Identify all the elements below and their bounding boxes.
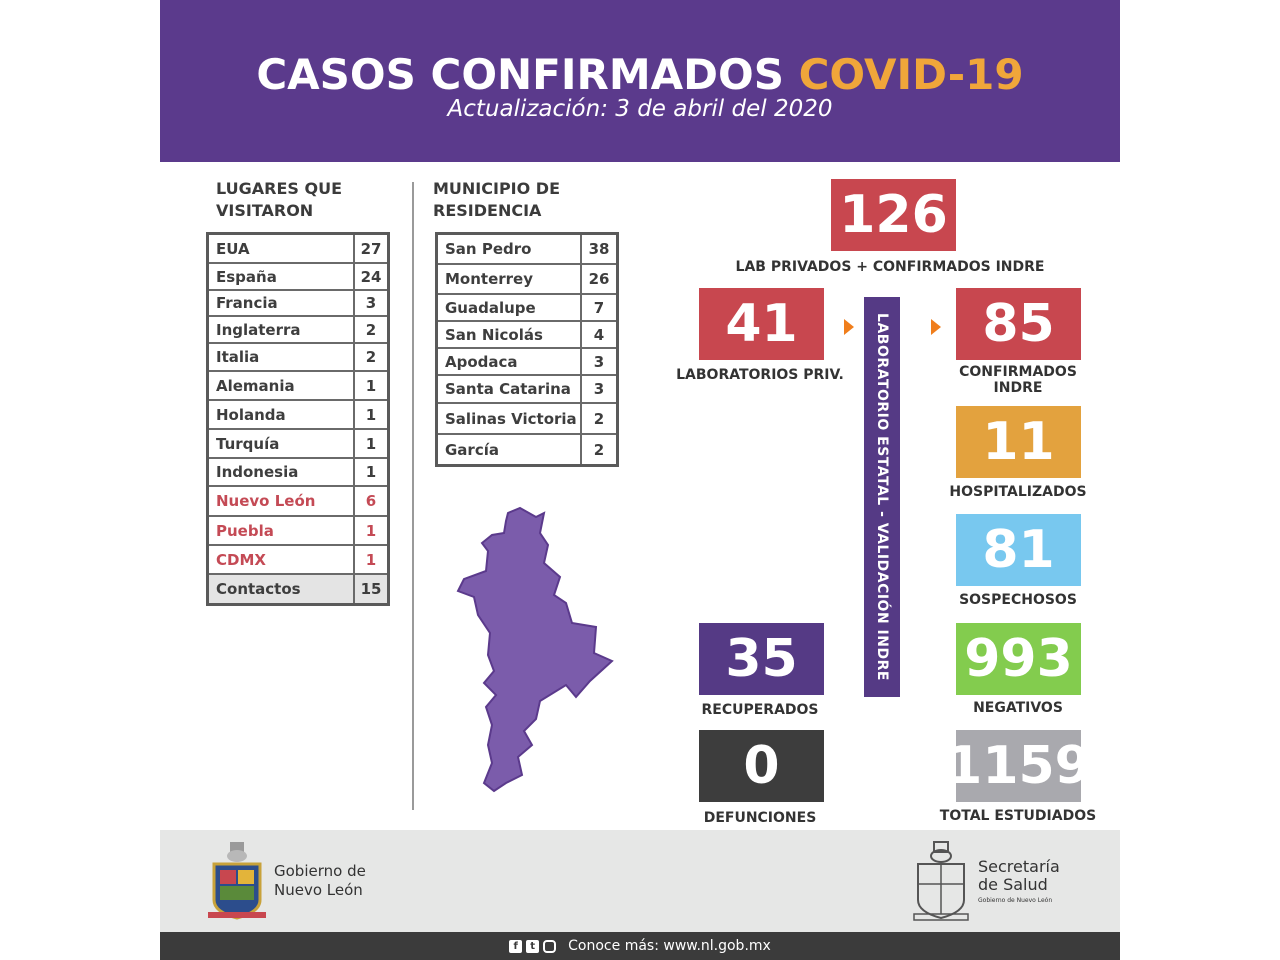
place-count: 27 (353, 235, 387, 262)
arrow-right-icon (844, 319, 854, 335)
twitter-icon[interactable]: t (526, 940, 539, 953)
facebook-icon[interactable]: f (509, 940, 522, 953)
footer (160, 830, 1120, 932)
gobierno-name (274, 862, 414, 900)
municipio-name: Salinas Victoria (445, 409, 577, 428)
suspected-label: SOSPECHOSOS (959, 592, 1077, 608)
deaths-box: 0 (696, 727, 827, 805)
gobierno-shield-logo-icon (206, 838, 268, 924)
place-name: Alemania (216, 376, 295, 395)
place-name: Nuevo León (216, 492, 316, 510)
table-row (209, 517, 387, 546)
confirmed-box: 85 (953, 285, 1084, 363)
secretaria-shield-logo-icon (912, 838, 970, 924)
title-main: CASOS CONFIRMADOS (256, 50, 799, 99)
total-cases-label: LAB PRIVADOS + CONFIRMADOS INDRE (735, 259, 1045, 275)
place-count: 1 (353, 517, 387, 544)
municipio-count: 4 (580, 322, 616, 347)
recovered-label: RECUPERADOS (701, 702, 819, 718)
nuevo-leon-map (448, 505, 618, 795)
secretaria-subtitle: Gobierno de Nuevo León (978, 897, 1053, 904)
negative-box: 993 (953, 620, 1084, 698)
place-count: 2 (353, 317, 387, 342)
instagram-icon[interactable] (543, 940, 556, 953)
total-cases-box: 126 (828, 176, 959, 254)
suspected-box: 81 (953, 511, 1084, 589)
place-name: Puebla (216, 521, 274, 540)
municipio-name: Guadalupe (445, 298, 536, 317)
website-link[interactable]: Conoce más: www.nl.gob.mx (568, 938, 771, 954)
secretaria-line1: Secretaría (978, 857, 1060, 876)
municipio-count: 38 (580, 235, 616, 263)
total-studied-label: TOTAL ESTUDIADOS (939, 808, 1097, 824)
place-name: Italia (216, 348, 260, 366)
infographic-poster (160, 0, 1120, 960)
table-row (438, 322, 616, 349)
negative-label: NEGATIVOS (973, 700, 1063, 716)
place-count: 1 (353, 401, 387, 428)
municipio-count: 7 (580, 295, 616, 320)
place-name: Turquía (216, 434, 280, 453)
page-title (160, 50, 1120, 99)
table-row (209, 235, 387, 264)
municipio-name: García (445, 440, 499, 459)
municipio-name: San Nicolás (445, 325, 543, 344)
table-row (438, 349, 616, 376)
table-row (209, 430, 387, 459)
place-name: Francia (216, 294, 278, 312)
places-table (206, 232, 390, 606)
lab-private-label: LABORATORIOS PRIV. (676, 367, 844, 383)
deaths-label: DEFUNCIONES (703, 810, 817, 826)
table-row (438, 295, 616, 322)
place-name: Holanda (216, 405, 286, 424)
title-highlight: COVID-19 (798, 50, 1024, 99)
validation-bar-label: LABORATORIO ESTATAL - VALIDACIÓN INDRE (874, 313, 890, 681)
table-row (438, 404, 616, 435)
place-count: 1 (353, 546, 387, 573)
table-row (209, 401, 387, 430)
arrow-right-icon (931, 319, 941, 335)
place-count: 3 (353, 291, 387, 315)
place-name: España (216, 267, 277, 286)
secretaria-name (978, 858, 1098, 894)
gobierno-line1: Gobierno de (274, 862, 366, 880)
column-divider (412, 182, 414, 810)
table-row (438, 435, 616, 464)
table-row (438, 376, 616, 404)
update-date: Actualización: 3 de abril del 2020 (447, 96, 833, 122)
table-row (209, 372, 387, 401)
place-count: 2 (353, 344, 387, 370)
place-name: EUA (216, 239, 250, 258)
confirmed-label (938, 364, 1098, 396)
municipio-name: San Pedro (445, 240, 532, 258)
place-count: 1 (353, 430, 387, 457)
table-row (209, 546, 387, 575)
confirmed-label-line1: CONFIRMADOS (959, 364, 1077, 380)
municipio-name: Santa Catarina (445, 380, 571, 398)
secretaria-line2: de Salud (978, 875, 1048, 894)
table-row (209, 459, 387, 487)
recovered-box: 35 (696, 620, 827, 698)
table-row (438, 235, 616, 265)
header-banner (160, 0, 1120, 162)
municipio-name: Monterrey (445, 270, 534, 288)
hospitalized-box: 11 (953, 403, 1084, 481)
place-count: 1 (353, 372, 387, 399)
table-row (209, 575, 387, 603)
table-row (209, 317, 387, 344)
table-row (209, 264, 387, 291)
place-count: 24 (353, 264, 387, 289)
table-row (209, 344, 387, 372)
place-count: 15 (353, 575, 387, 603)
place-name: Indonesia (216, 463, 299, 481)
municipio-count: 2 (580, 435, 616, 464)
place-name: Inglaterra (216, 320, 301, 339)
confirmed-label-line2: INDRE (993, 380, 1043, 396)
municipios-table (435, 232, 619, 467)
table-row (438, 265, 616, 295)
table-row (209, 487, 387, 517)
place-count: 1 (353, 459, 387, 485)
table-row (209, 291, 387, 317)
municipio-count: 3 (580, 349, 616, 374)
municipio-count: 26 (580, 265, 616, 293)
gobierno-line2: Nuevo León (274, 881, 363, 899)
places-heading: LUGARES QUE VISITARON (216, 179, 342, 220)
municipios-heading: MUNICIPIO DE RESIDENCIA (433, 179, 561, 220)
lab-private-box: 41 (696, 285, 827, 363)
place-name: CDMX (216, 550, 266, 569)
municipio-name: Apodaca (445, 352, 518, 371)
place-name: Contactos (216, 580, 301, 598)
place-count: 6 (353, 487, 387, 515)
municipio-count: 2 (580, 404, 616, 433)
social-bar (160, 932, 1120, 960)
total-studied-box: 1159 (953, 727, 1084, 805)
hospitalized-label: HOSPITALIZADOS (949, 484, 1087, 500)
municipio-count: 3 (580, 376, 616, 402)
